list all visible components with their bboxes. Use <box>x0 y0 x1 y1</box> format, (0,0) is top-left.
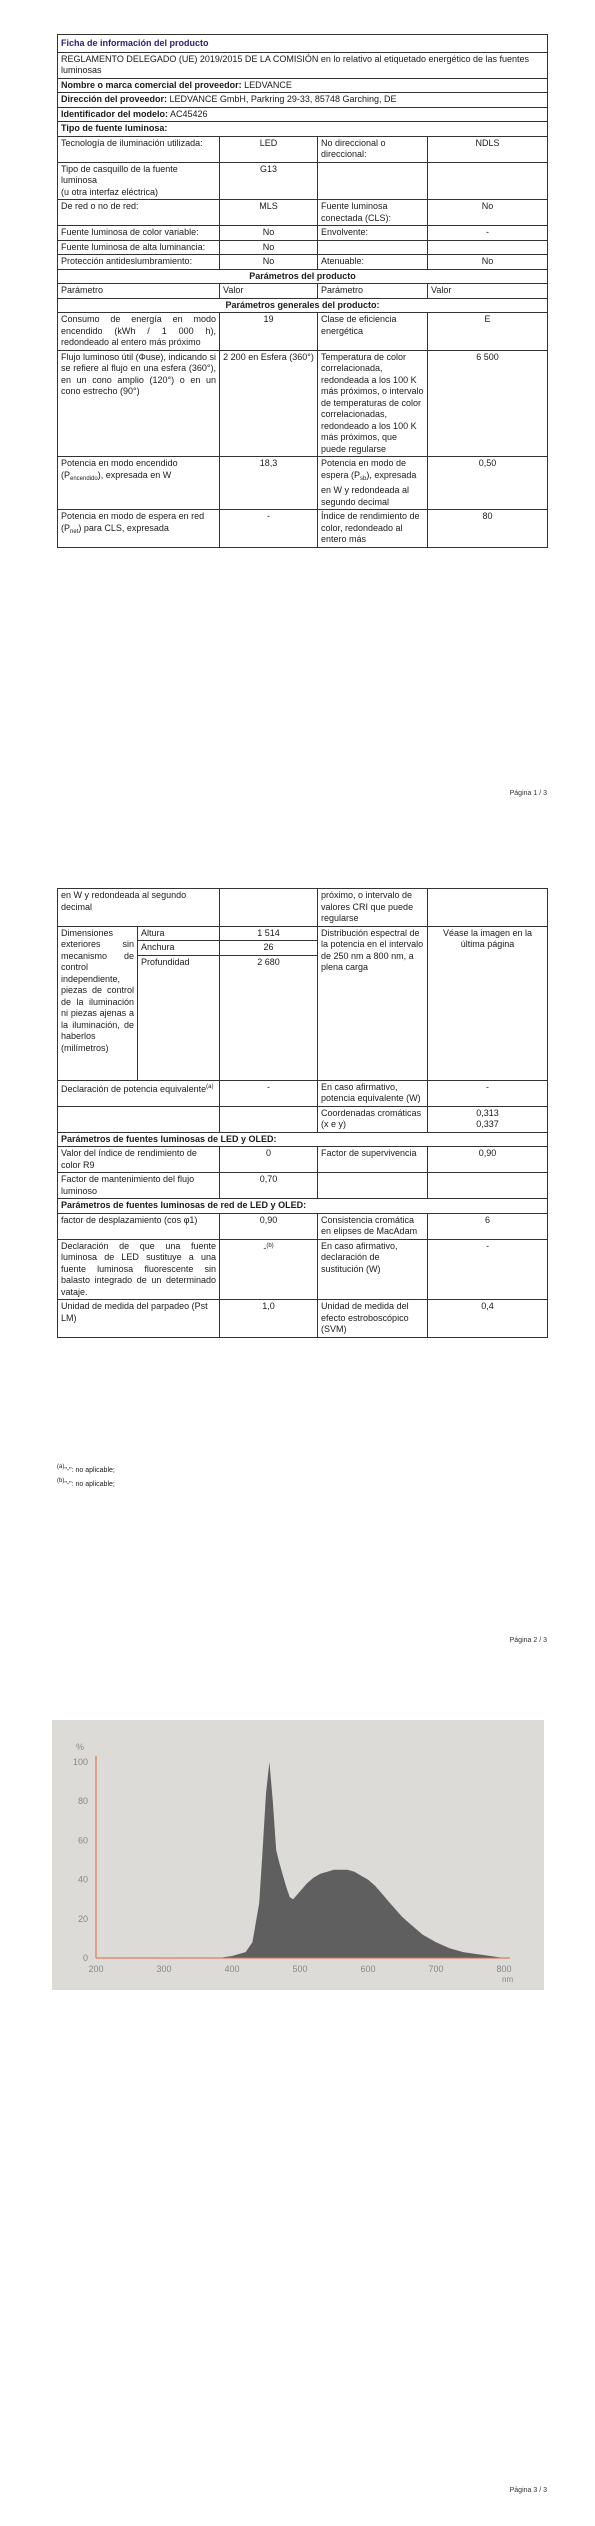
network-standby-label: Potencia en modo de espera en red $(P_{net})$ para CLS, expresada <box>58 510 220 548</box>
replacement-row <box>58 1239 548 1300</box>
cos-value: 0,90 <box>220 1213 318 1239</box>
product-info-table-page2 <box>57 888 548 1338</box>
equiv-power-value: - <box>428 1080 548 1106</box>
supplier-row <box>58 78 548 93</box>
maint-value: 0,70 <box>220 1173 318 1199</box>
equiv-row <box>58 1080 548 1106</box>
address-row <box>58 93 548 108</box>
x-tick-label: 200 <box>88 1964 104 1974</box>
flux-value: 2 200 en Esfera (360°) <box>220 350 318 457</box>
type-row-value: MLS <box>220 200 318 226</box>
type-row-label-2 <box>318 162 428 200</box>
pst-label: Unidad de medida del parpadeo (Pst LM) <box>58 1300 220 1338</box>
column-header-row <box>58 284 548 299</box>
type-row-label: Tipo de casquillo de la fuente luminosa (u otra interfaz eléctrica) <box>58 162 220 200</box>
type-row-value-2 <box>428 240 548 255</box>
x-tick-label: 300 <box>156 1964 172 1974</box>
x-tick-label: 400 <box>224 1964 240 1974</box>
x-tick-label: 600 <box>360 1964 376 1974</box>
svm-value: 0,4 <box>428 1300 548 1338</box>
model-value: AC45426 <box>170 108 208 119</box>
standby-power-label: Potencia en modo de espera $(P_{sb})$, expresada en W y redondeada al segundo decimal <box>318 457 428 510</box>
type-row-label-2: Atenuable: <box>318 255 428 270</box>
replacement-decl-value: - <box>428 1239 548 1300</box>
power-on-value: 18,3 <box>220 457 318 510</box>
type-row-label: Tecnología de iluminación utilizada: <box>58 136 220 162</box>
spectral-chart-panel <box>52 1720 544 1990</box>
standby-power-value: 0,50 <box>428 457 548 510</box>
y-tick-label: 80 <box>77 1796 88 1807</box>
type-row-value-2: No <box>428 200 548 226</box>
maint-row <box>58 1173 548 1199</box>
cos-row <box>58 1213 548 1239</box>
x-tick-label: 700 <box>428 1964 444 1974</box>
energy-label: Consumo de energía en modo encendido (kWh / 1 000 h), redondeado al entero más próximo <box>58 313 220 351</box>
y-tick-label: 20 <box>77 1913 88 1924</box>
y-tick-label: 40 <box>77 1874 88 1885</box>
page-number-3: Página 3 / 3 <box>509 2487 547 2494</box>
supplier-value: LEDVANCE <box>244 79 292 90</box>
maint-label: Factor de mantenimiento del flujo luminoso <box>58 1173 220 1199</box>
type-row <box>58 240 548 255</box>
r9-row <box>58 1147 548 1173</box>
replacement-value: -$^{(b)}$ <box>220 1239 318 1300</box>
type-row-label: Fuente luminosa de alta luminancia: <box>58 240 220 255</box>
y-axis-label: % <box>76 1742 85 1752</box>
type-row-label: Fuente luminosa de color variable: <box>58 226 220 241</box>
type-row <box>58 226 548 241</box>
dim-width-label: Anchura <box>138 941 220 956</box>
type-header: Tipo de fuente luminosa: <box>58 122 548 137</box>
flicker-row <box>58 1300 548 1338</box>
type-row <box>58 136 548 162</box>
regulation-text: REGLAMENTO DELEGADO (UE) 2019/2015 DE LA COMISIÓN en lo relativo al etiquetado energético de las fuentes luminosas <box>58 52 548 78</box>
col-param-header: Parámetro <box>58 284 220 299</box>
spectral-dist-label: Distribución espectral de la potencia en el intervalo de 250 nm a 800 nm, a plena carga <box>318 926 428 1080</box>
type-row-value: No <box>220 226 318 241</box>
efficiency-class-label: Clase de eficiencia energética <box>318 313 428 351</box>
dims-label: Dimensiones exteriores sin mecanismo de control independiente, piezas de control de la iluminación ni piezas ajenas a la iluminación, de haberlos (milímetros) <box>58 926 138 1080</box>
type-row-label-2: Fuente luminosa conectada (CLS): <box>318 200 428 226</box>
col-param-header-2: Parámetro <box>318 284 428 299</box>
param-row-power <box>58 457 548 510</box>
type-row <box>58 162 548 200</box>
spectral-dist-value: Véase la imagen en la última página <box>428 926 548 1080</box>
coord-label: Coordenadas cromáticas (x e y) <box>318 1106 428 1132</box>
dim-width-value: 26 <box>220 941 318 956</box>
supplier-label: Nombre o marca comercial del proveedor: <box>61 79 242 90</box>
footnote-b: (b)"-": no aplicable; <box>57 1478 115 1488</box>
r9-value: 0 <box>220 1147 318 1173</box>
equiv-value: - <box>220 1080 318 1106</box>
cct-label: Temperatura de color correlacionada, redondeada a los 100 K más próximos, o intervalo de temperaturas de color correlacionadas, redondeado a los 100 K más próximos, que puede regularse <box>318 350 428 457</box>
footnote-a: (a)"-": no aplicable; <box>57 1464 115 1474</box>
mains-header: Parámetros de fuentes luminosas de red de LED y OLED: <box>58 1199 548 1214</box>
led-header: Parámetros de fuentes luminosas de LED y OLED: <box>58 1132 548 1147</box>
dim-depth-value: 2 680 <box>220 955 318 1080</box>
type-row-label-2 <box>318 240 428 255</box>
dim-depth-label: Profundidad <box>138 955 220 1080</box>
type-row-value-2: NDLS <box>428 136 548 162</box>
survival-value: 0,90 <box>428 1147 548 1173</box>
type-row <box>58 200 548 226</box>
cri-value: 80 <box>428 510 548 548</box>
type-row-label: Protección antideslumbramiento: <box>58 255 220 270</box>
spectrum-area <box>218 1762 504 1958</box>
energy-value: 19 <box>220 313 318 351</box>
type-row-label-2: No direccional o direccional: <box>318 136 428 162</box>
model-label: Identificador del modelo: <box>61 108 169 119</box>
equiv-power-label: En caso afirmativo, potencia equivalente (W) <box>318 1080 428 1106</box>
cct-value: 6 500 <box>428 350 548 457</box>
replacement-decl-label: En caso afirmativo, declaración de sustitución (W) <box>318 1239 428 1300</box>
type-row-value: LED <box>220 136 318 162</box>
macadam-value: 6 <box>428 1213 548 1239</box>
cri-label: Índice de rendimiento de color, redondeado al entero más <box>318 510 428 548</box>
power-on-label: Potencia en modo encendido $(P_{encendido})$, expresada en W <box>58 457 220 510</box>
param-row-network-standby <box>58 510 548 548</box>
col-value-header-2: Valor <box>428 284 548 299</box>
continued-label: en W y redondeada al segundo decimal <box>58 889 220 927</box>
page-number-1: Página 1 / 3 <box>509 790 547 797</box>
model-row <box>58 107 548 122</box>
type-row-value: No <box>220 240 318 255</box>
general-header: Parámetros generales del producto: <box>58 298 548 313</box>
type-row <box>58 255 548 270</box>
macadam-label: Consistencia cromática en elipses de MacAdam <box>318 1213 428 1239</box>
col-value-header: Valor <box>220 284 318 299</box>
replacement-label: Declaración de que una fuente luminosa de LED sustituye a una fuente luminosa fluorescente sin balasto integrado de un determinado vataje. <box>58 1239 220 1300</box>
y-tick-label: 60 <box>77 1835 88 1846</box>
params-header: Parámetros del producto <box>58 269 548 284</box>
footnotes <box>57 1462 115 1490</box>
survival-label: Factor de supervivencia <box>318 1147 428 1173</box>
flux-label: Flujo luminoso útil (Φuse), indicando si se refiere al flujo en una esfera (360°), en un cono amplio (120°) o en un cono estrecho (90°) <box>58 350 220 457</box>
x-axis-label: nm <box>502 1975 514 1984</box>
continued-row <box>58 889 548 927</box>
continued-label-2: próximo, o intervalo de valores CRI que puede regularse <box>318 889 428 927</box>
dim-height-value: 1 514 <box>220 926 318 941</box>
type-row-value-2 <box>428 162 548 200</box>
cos-label: factor de desplazamiento (cos φ1) <box>58 1213 220 1239</box>
x-tick-label: 800 <box>496 1964 512 1974</box>
product-info-table-page1 <box>57 34 548 548</box>
dims-row-height <box>58 926 548 941</box>
type-row-value: No <box>220 255 318 270</box>
coord-value: 0,313 0,337 <box>428 1106 548 1132</box>
type-row-value: G13 <box>220 162 318 200</box>
dim-height-label: Altura <box>138 926 220 941</box>
pst-value: 1,0 <box>220 1300 318 1338</box>
svm-label: Unidad de medida del efecto estroboscópico (SVM) <box>318 1300 428 1338</box>
page-number-2: Página 2 / 3 <box>509 1637 547 1644</box>
y-tick-label: 0 <box>82 1953 88 1963</box>
x-tick-label: 500 <box>292 1964 308 1974</box>
param-row-flux <box>58 350 548 457</box>
type-row-label-2: Envolvente: <box>318 226 428 241</box>
param-row-energy <box>58 313 548 351</box>
coord-row <box>58 1106 548 1132</box>
r9-label: Valor del índice de rendimiento de color R9 <box>58 1147 220 1173</box>
equiv-label: Declaración de potencia equivalente$^{(a)}$ <box>58 1080 220 1106</box>
network-standby-value: - <box>220 510 318 548</box>
type-row-label: De red o no de red: <box>58 200 220 226</box>
type-row-value-2: No <box>428 255 548 270</box>
address-label: Dirección del proveedor: <box>61 94 168 104</box>
spectral-distribution-chart <box>52 1720 544 1990</box>
efficiency-class-value: E <box>428 313 548 351</box>
y-tick-label: 100 <box>72 1757 88 1767</box>
type-row-value-2: - <box>428 226 548 241</box>
page-title: Ficha de información del producto <box>58 35 548 53</box>
address-value: LEDVANCE GmbH, Parkring 29-33, 85748 Garching, DE <box>169 94 397 104</box>
